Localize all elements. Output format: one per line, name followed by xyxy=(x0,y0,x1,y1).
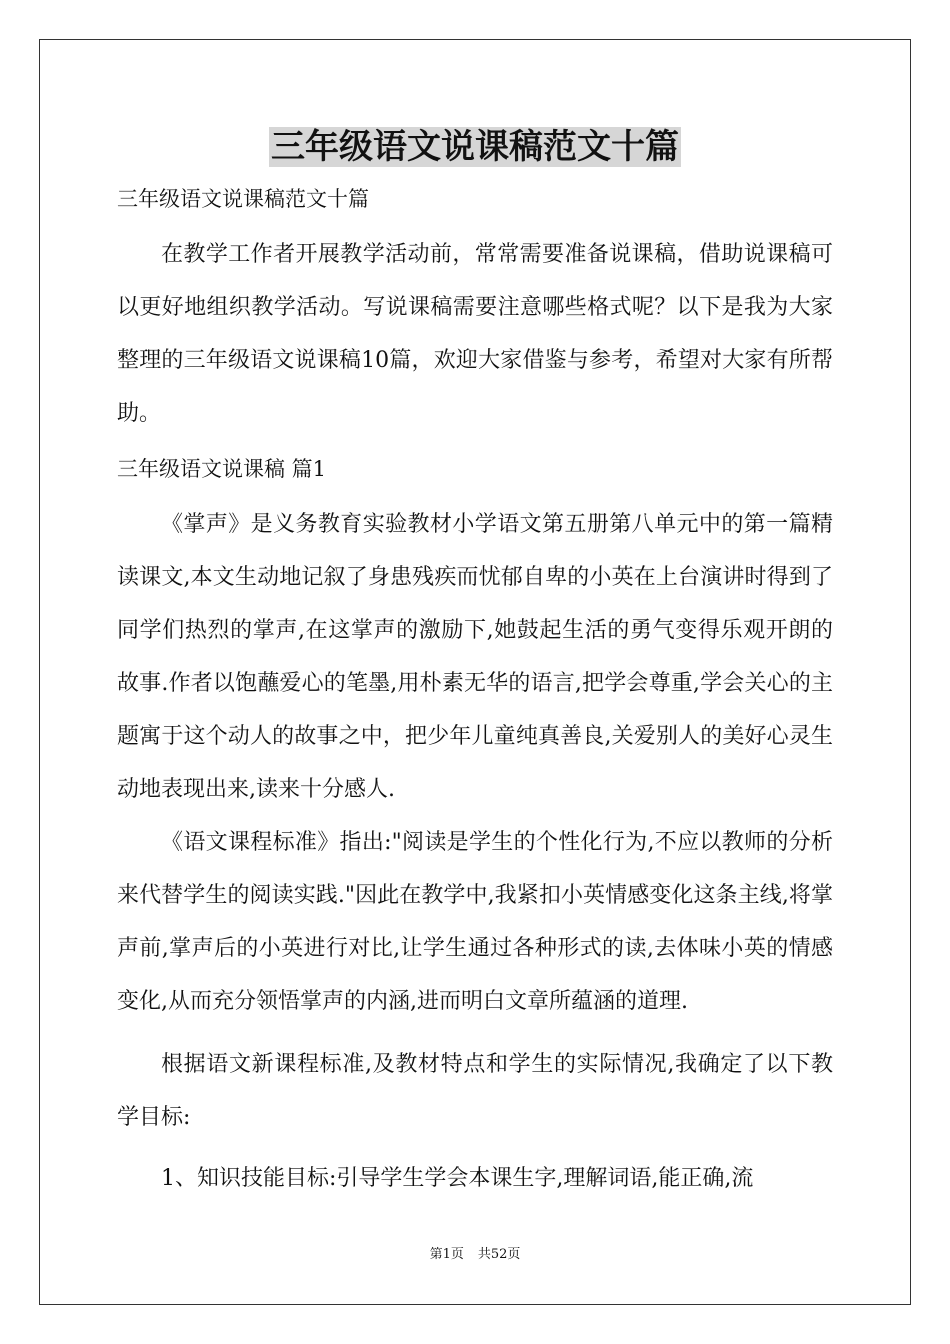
body-paragraph: 根据语文新课程标准,及教材特点和学生的实际情况,我确定了以下教学目标: xyxy=(117,1052,833,1130)
document-body xyxy=(117,178,833,1205)
body-paragraph: 1、知识技能目标:引导学生学会本课生字,理解词语,能正确,流 xyxy=(161,1166,754,1191)
section-heading: 三年级语文说课稿 篇1 xyxy=(117,457,327,481)
page-footer xyxy=(0,1246,950,1264)
document-subtitle: 三年级语文说课稿范文十篇 xyxy=(117,187,369,211)
document-title-text: 三年级语文说课稿范文十篇 xyxy=(271,127,679,167)
document-title xyxy=(0,124,950,170)
page-number-label: 第1页 xyxy=(429,1247,464,1262)
intro-paragraph: 在教学工作者开展教学活动前，常常需要准备说课稿，借助说课稿可以更好地组织教学活动。写说课稿需要注意哪些格式呢？以下是我为大家整理的三年级语文说课稿10篇，欢迎大家借鉴与参考，希望对大家有所帮助。 xyxy=(117,242,833,426)
body-paragraph: 《语文课程标准》指出:"阅读是学生的个性化行为,不应以教师的分析来代替学生的阅读实践."因此在教学中,我紧扣小英情感变化这条主线,将掌声前,掌声后的小英进行对比,让学生通过各种形式的读,去体味小英的情感变化,从而充分领悟掌声的内涵,进而明白文章所蕴涵的道理. xyxy=(117,830,833,1014)
page-total-label: 共52页 xyxy=(477,1247,521,1262)
body-paragraph: 《掌声》是义务教育实验教材小学语文第五册第八单元中的第一篇精读课文,本文生动地记叙了身患残疾而忧郁自卑的小英在上台演讲时得到了同学们热烈的掌声,在这掌声的激励下,她鼓起生活的勇气变得乐观开朗的故事.作者以饱蘸爱心的笔墨,用朴素无华的语言,把学会尊重,学会关心的主题寓于这个动人的故事之中，把少年儿童纯真善良,关爱别人的美好心灵生动地表现出来,读来十分感人. xyxy=(117,512,833,802)
